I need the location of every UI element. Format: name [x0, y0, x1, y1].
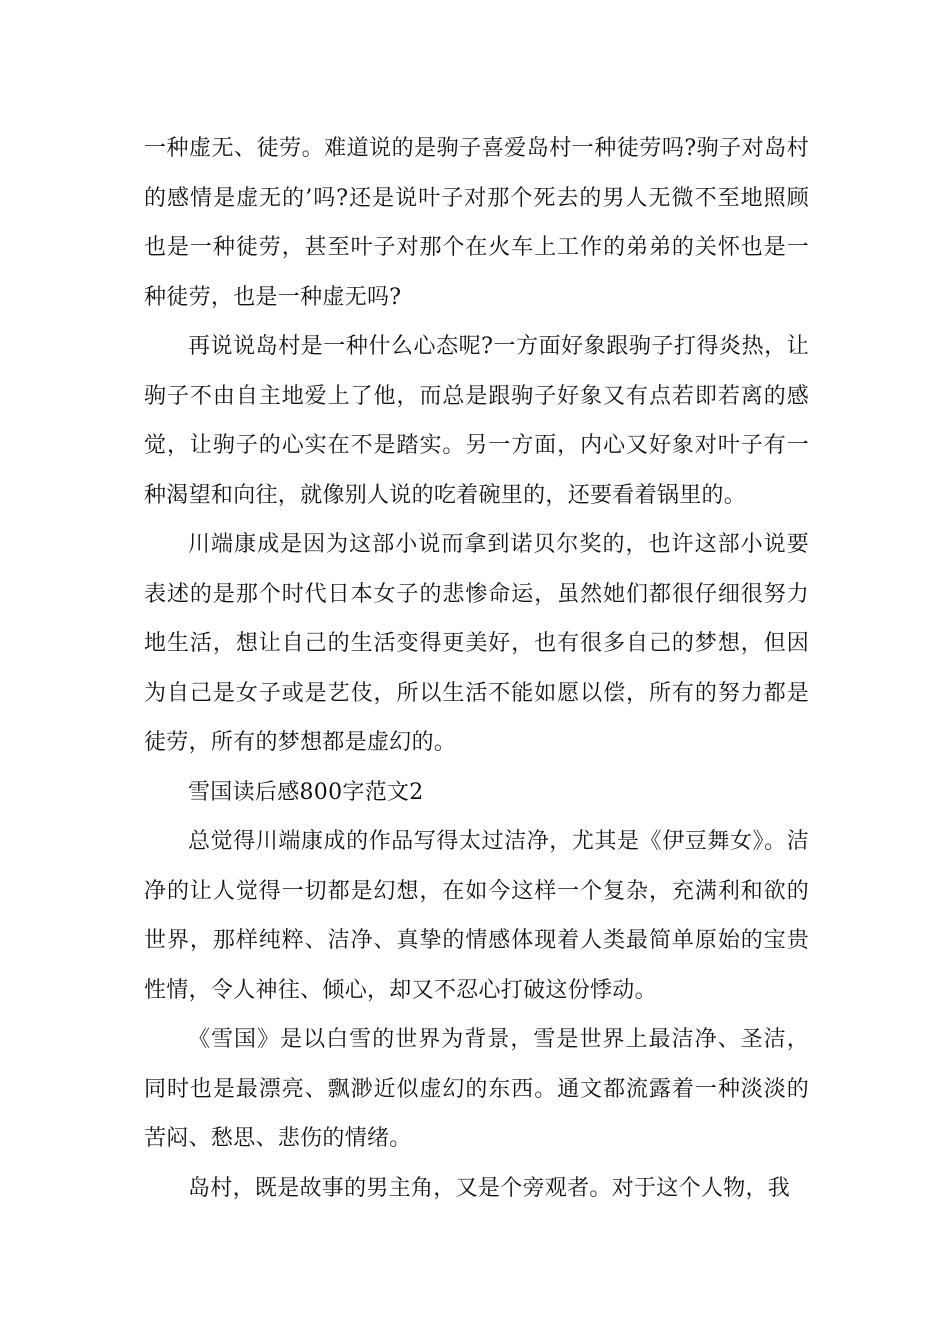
section-heading: 雪国读后感800字范文2	[188, 779, 424, 805]
paragraph: 川端康成是因为这部小说而拿到诺贝尔奖的，也许这部小说要表述的是那个时代日本女子的悲惨命运，虽然她们都很仔细很努力地生活，想让自己的生活变得更美好，也有很多自己的梦想，但因为自己是女子或是艺伎，所以生活不能如愿以偿，所有的努力都是徒劳，所有的梦想都是虚幻的。	[144, 532, 809, 755]
paragraph: 《雪国》是以白雪的世界为背景，雪是世界上最洁净、圣洁，同时也是最漂亮、飘渺近似虚幻的东西。通文都流露着一种淡淡的苦闷、愁思、悲伤的情绪。	[144, 1027, 809, 1151]
paragraph: 岛村，既是故事的男主角，又是个旁观者。对于这个人物，我	[188, 1175, 791, 1201]
paragraph: 再说说岛村是一种什么心态呢?一方面好象跟驹子打得炎热，让驹子不由自主地爱上了他，而总是跟驹子好象又有点若即若离的感觉，让驹子的心实在不是踏实。另一方面，内心又好象对叶子有一种渴望和向往，就像别人说的吃着碗里的，还要看着锅里的。	[144, 334, 809, 508]
paragraph: 总觉得川端康成的作品写得太过洁净，尤其是《伊豆舞女》。洁净的让人觉得一切都是幻想，在如今这样一个复杂，充满利和欲的世界，那样纯粹、洁净、真挚的情感体现着人类最简单原始的宝贵性情，令人神往、倾心，却又不忍心打破这份悸动。	[144, 829, 809, 1003]
document-body	[144, 124, 809, 1213]
paragraph-continuation: 一种虚无、徒劳。难道说的是驹子喜爱岛村一种徒劳吗?驹子对岛村的感情是虚无的’吗?还是说叶子对那个死去的男人无微不至地照顾也是一种徒劳，甚至叶子对那个在火车上工作的弟弟的关怀也是一种徒劳，也是一种虚无吗?	[144, 136, 809, 310]
